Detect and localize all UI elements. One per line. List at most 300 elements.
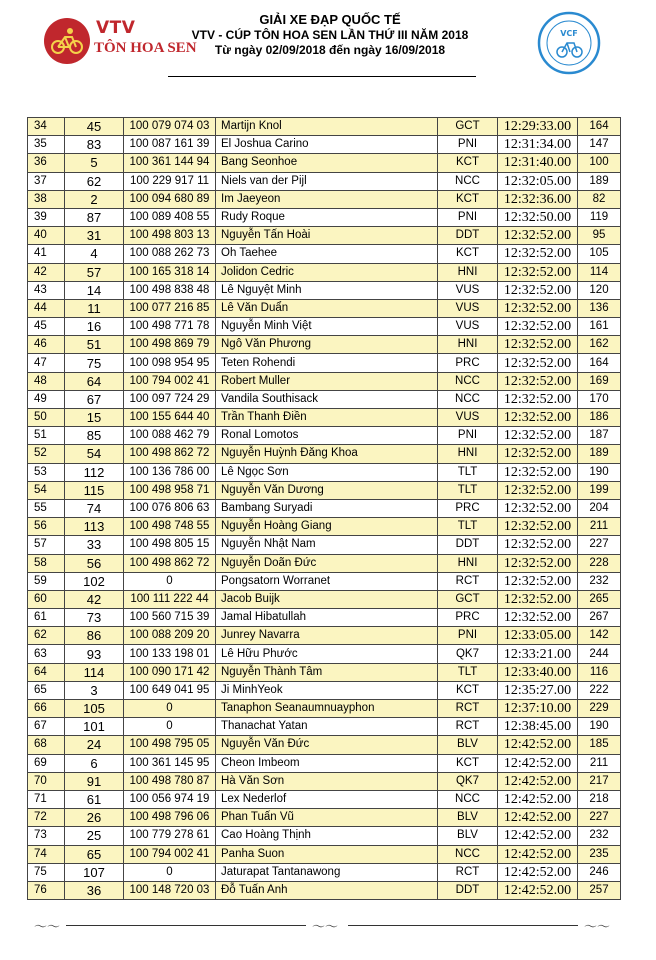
team-code-cell: RCT	[438, 718, 498, 736]
team-code-cell: QK7	[438, 772, 498, 790]
uci-id-cell: 100 498 838 48	[124, 281, 216, 299]
bib-cell: 86	[65, 627, 124, 645]
uci-id-cell: 100 229 917 11	[124, 172, 216, 190]
finish-time-cell: 12:42:52.00	[498, 863, 578, 881]
bib-cell: 62	[65, 172, 124, 190]
rider-name-cell: Tanaphon Seanaumnuayphon	[216, 700, 438, 718]
rider-name-cell: Ronal Lomotos	[216, 427, 438, 445]
uci-id-cell: 100 097 724 29	[124, 390, 216, 408]
sponsor-brand-text: TÔN HOA SEN	[94, 40, 197, 56]
uci-id-cell: 100 155 644 40	[124, 409, 216, 427]
points-cell: 232	[578, 827, 621, 845]
uci-id-cell: 100 498 796 06	[124, 809, 216, 827]
finish-time-cell: 12:32:52.00	[498, 609, 578, 627]
team-code-cell: TLT	[438, 518, 498, 536]
table-row	[28, 118, 621, 136]
team-code-cell: DDT	[438, 536, 498, 554]
team-code-cell: PNI	[438, 627, 498, 645]
points-cell: 105	[578, 245, 621, 263]
uci-id-cell: 100 094 680 89	[124, 190, 216, 208]
uci-id-cell: 100 498 803 13	[124, 227, 216, 245]
vtv-brand-text: VTV	[96, 18, 136, 38]
team-code-cell: DDT	[438, 881, 498, 899]
rank-cell: 72	[28, 809, 65, 827]
rank-cell: 41	[28, 245, 65, 263]
rider-name-cell: Nguyễn Huỳnh Đăng Khoa	[216, 445, 438, 463]
finish-time-cell: 12:42:52.00	[498, 772, 578, 790]
finish-time-cell: 12:29:33.00	[498, 118, 578, 136]
uci-id-cell: 100 165 318 14	[124, 263, 216, 281]
team-code-cell: TLT	[438, 663, 498, 681]
rank-cell: 51	[28, 427, 65, 445]
team-code-cell: GCT	[438, 590, 498, 608]
finish-time-cell: 12:32:52.00	[498, 554, 578, 572]
table-row	[28, 299, 621, 317]
table-row	[28, 663, 621, 681]
points-cell: 190	[578, 718, 621, 736]
team-code-cell: KCT	[438, 190, 498, 208]
squiggle-icon: ～～	[34, 920, 61, 935]
finish-time-cell: 12:32:52.00	[498, 354, 578, 372]
rank-cell: 49	[28, 390, 65, 408]
vcf-logo	[536, 10, 602, 76]
table-row	[28, 754, 621, 772]
points-cell: 95	[578, 227, 621, 245]
table-row	[28, 409, 621, 427]
rank-cell: 39	[28, 208, 65, 226]
rider-name-cell: Cheon Imbeom	[216, 754, 438, 772]
rank-cell: 74	[28, 845, 65, 863]
table-row	[28, 645, 621, 663]
table-row	[28, 609, 621, 627]
bib-cell: 24	[65, 736, 124, 754]
team-code-cell: NCC	[438, 372, 498, 390]
bib-cell: 93	[65, 645, 124, 663]
finish-time-cell: 12:32:52.00	[498, 463, 578, 481]
results-table-container	[27, 117, 620, 900]
document-header	[0, 0, 656, 110]
finish-time-cell: 12:32:52.00	[498, 445, 578, 463]
finish-time-cell: 12:42:52.00	[498, 827, 578, 845]
cyclist-emblem-icon	[44, 18, 90, 64]
results-table	[27, 117, 621, 900]
rider-name-cell: Martijn Knol	[216, 118, 438, 136]
uci-id-cell: 100 133 198 01	[124, 645, 216, 663]
points-cell: 211	[578, 754, 621, 772]
points-cell: 199	[578, 481, 621, 499]
bib-cell: 14	[65, 281, 124, 299]
table-row	[28, 681, 621, 699]
rider-name-cell: Nguyễn Thành Tâm	[216, 663, 438, 681]
rider-name-cell: Ji MinhYeok	[216, 681, 438, 699]
finish-time-cell: 12:42:52.00	[498, 881, 578, 899]
uci-id-cell: 100 136 786 00	[124, 463, 216, 481]
uci-id-cell: 0	[124, 700, 216, 718]
points-cell: 227	[578, 809, 621, 827]
bib-cell: 64	[65, 372, 124, 390]
table-row	[28, 881, 621, 899]
points-cell: 185	[578, 736, 621, 754]
bib-cell: 4	[65, 245, 124, 263]
points-cell: 116	[578, 663, 621, 681]
rank-cell: 53	[28, 463, 65, 481]
bib-cell: 75	[65, 354, 124, 372]
bib-cell: 42	[65, 590, 124, 608]
footer-line	[348, 925, 578, 926]
team-code-cell: HNI	[438, 554, 498, 572]
points-cell: 164	[578, 118, 621, 136]
finish-time-cell: 12:33:21.00	[498, 645, 578, 663]
table-row	[28, 590, 621, 608]
uci-id-cell: 100 077 216 85	[124, 299, 216, 317]
team-code-cell: VUS	[438, 409, 498, 427]
bib-cell: 83	[65, 136, 124, 154]
team-code-cell: RCT	[438, 863, 498, 881]
rank-cell: 57	[28, 536, 65, 554]
rider-name-cell: Hà Văn Sơn	[216, 772, 438, 790]
team-code-cell: DDT	[438, 227, 498, 245]
rider-name-cell: Lê Hữu Phước	[216, 645, 438, 663]
uci-id-cell: 100 087 161 39	[124, 136, 216, 154]
bib-cell: 85	[65, 427, 124, 445]
rank-cell: 62	[28, 627, 65, 645]
rank-cell: 63	[28, 645, 65, 663]
rank-cell: 76	[28, 881, 65, 899]
team-code-cell: KCT	[438, 754, 498, 772]
team-code-cell: NCC	[438, 845, 498, 863]
rider-name-cell: Jaturapat Tantanawong	[216, 863, 438, 881]
finish-time-cell: 12:32:52.00	[498, 245, 578, 263]
table-row	[28, 736, 621, 754]
finish-time-cell: 12:35:27.00	[498, 681, 578, 699]
team-code-cell: HNI	[438, 263, 498, 281]
bib-cell: 67	[65, 390, 124, 408]
finish-time-cell: 12:32:50.00	[498, 208, 578, 226]
table-row	[28, 827, 621, 845]
table-row	[28, 700, 621, 718]
rank-cell: 35	[28, 136, 65, 154]
rider-name-cell: Cao Hoàng Thịnh	[216, 827, 438, 845]
rider-name-cell: Thanachat Yatan	[216, 718, 438, 736]
table-row	[28, 372, 621, 390]
team-code-cell: NCC	[438, 390, 498, 408]
rank-cell: 58	[28, 554, 65, 572]
bib-cell: 51	[65, 336, 124, 354]
rider-name-cell: Nguyễn Hoàng Giang	[216, 518, 438, 536]
title-line-1: GIẢI XE ĐẠP QUỐC TẾ	[259, 12, 401, 27]
bib-cell: 26	[65, 809, 124, 827]
uci-id-cell: 100 498 862 72	[124, 445, 216, 463]
bib-cell: 57	[65, 263, 124, 281]
finish-time-cell: 12:32:52.00	[498, 572, 578, 590]
table-row	[28, 518, 621, 536]
team-code-cell: NCC	[438, 790, 498, 808]
bib-cell: 56	[65, 554, 124, 572]
rank-cell: 65	[28, 681, 65, 699]
points-cell: 227	[578, 536, 621, 554]
bib-cell: 31	[65, 227, 124, 245]
rider-name-cell: Ngô Văn Phương	[216, 336, 438, 354]
uci-id-cell: 100 794 002 41	[124, 372, 216, 390]
rider-name-cell: Phan Tuấn Vũ	[216, 809, 438, 827]
points-cell: 119	[578, 208, 621, 226]
uci-id-cell: 100 088 209 20	[124, 627, 216, 645]
points-cell: 100	[578, 154, 621, 172]
vtv-ton-hoa-sen-logo	[44, 14, 197, 76]
uci-id-cell: 100 498 748 55	[124, 518, 216, 536]
team-code-cell: BLV	[438, 736, 498, 754]
team-code-cell: QK7	[438, 645, 498, 663]
rank-cell: 61	[28, 609, 65, 627]
bib-cell: 16	[65, 318, 124, 336]
team-code-cell: PRC	[438, 499, 498, 517]
points-cell: 120	[578, 281, 621, 299]
table-row	[28, 772, 621, 790]
table-row	[28, 790, 621, 808]
points-cell: 142	[578, 627, 621, 645]
finish-time-cell: 12:38:45.00	[498, 718, 578, 736]
rank-cell: 52	[28, 445, 65, 463]
bib-cell: 33	[65, 536, 124, 554]
finish-time-cell: 12:42:52.00	[498, 790, 578, 808]
rank-cell: 68	[28, 736, 65, 754]
bib-cell: 113	[65, 518, 124, 536]
bib-cell: 107	[65, 863, 124, 881]
bib-cell: 25	[65, 827, 124, 845]
rank-cell: 73	[28, 827, 65, 845]
bib-cell: 5	[65, 154, 124, 172]
table-row	[28, 627, 621, 645]
rider-name-cell: Lê Văn Duẩn	[216, 299, 438, 317]
bib-cell: 73	[65, 609, 124, 627]
title-line-2: VTV - CÚP TÔN HOA SEN LẦN THỨ III NĂM 2018	[191, 28, 469, 42]
footer-decoration	[30, 914, 630, 938]
title-underline	[168, 76, 476, 77]
rank-cell: 75	[28, 863, 65, 881]
rider-name-cell: Im Jaeyeon	[216, 190, 438, 208]
finish-time-cell: 12:42:52.00	[498, 754, 578, 772]
finish-time-cell: 12:32:05.00	[498, 172, 578, 190]
table-row	[28, 354, 621, 372]
rank-cell: 54	[28, 481, 65, 499]
rank-cell: 45	[28, 318, 65, 336]
rank-cell: 59	[28, 572, 65, 590]
rank-cell: 44	[28, 299, 65, 317]
rank-cell: 37	[28, 172, 65, 190]
rider-name-cell: Junrey Navarra	[216, 627, 438, 645]
finish-time-cell: 12:32:52.00	[498, 427, 578, 445]
finish-time-cell: 12:33:40.00	[498, 663, 578, 681]
points-cell: 170	[578, 390, 621, 408]
table-row	[28, 208, 621, 226]
rank-cell: 60	[28, 590, 65, 608]
bib-cell: 114	[65, 663, 124, 681]
rider-name-cell: Pongsatorn Worranet	[216, 572, 438, 590]
uci-id-cell: 100 560 715 39	[124, 609, 216, 627]
table-row	[28, 481, 621, 499]
points-cell: 211	[578, 518, 621, 536]
bib-cell: 91	[65, 772, 124, 790]
uci-id-cell: 100 111 222 44	[124, 590, 216, 608]
table-row	[28, 263, 621, 281]
bib-cell: 2	[65, 190, 124, 208]
bib-cell: 36	[65, 881, 124, 899]
finish-time-cell: 12:42:52.00	[498, 809, 578, 827]
rider-name-cell: Lê Ngọc Sơn	[216, 463, 438, 481]
uci-id-cell: 100 498 795 05	[124, 736, 216, 754]
rider-name-cell: Panha Suon	[216, 845, 438, 863]
points-cell: 147	[578, 136, 621, 154]
uci-id-cell: 100 098 954 95	[124, 354, 216, 372]
bib-cell: 6	[65, 754, 124, 772]
finish-time-cell: 12:32:52.00	[498, 318, 578, 336]
team-code-cell: HNI	[438, 445, 498, 463]
team-code-cell: VUS	[438, 299, 498, 317]
team-code-cell: KCT	[438, 245, 498, 263]
uci-id-cell: 100 089 408 55	[124, 208, 216, 226]
uci-id-cell: 100 088 262 73	[124, 245, 216, 263]
uci-id-cell: 100 148 720 03	[124, 881, 216, 899]
rider-name-cell: Jacob Buijk	[216, 590, 438, 608]
points-cell: 204	[578, 499, 621, 517]
rank-cell: 70	[28, 772, 65, 790]
bib-cell: 11	[65, 299, 124, 317]
rank-cell: 43	[28, 281, 65, 299]
finish-time-cell: 12:37:10.00	[498, 700, 578, 718]
team-code-cell: GCT	[438, 118, 498, 136]
points-cell: 136	[578, 299, 621, 317]
team-code-cell: PNI	[438, 208, 498, 226]
finish-time-cell: 12:42:52.00	[498, 845, 578, 863]
finish-time-cell: 12:32:52.00	[498, 299, 578, 317]
uci-id-cell: 100 498 958 71	[124, 481, 216, 499]
finish-time-cell: 12:31:40.00	[498, 154, 578, 172]
finish-time-cell: 12:32:52.00	[498, 263, 578, 281]
table-row	[28, 445, 621, 463]
uci-id-cell: 100 498 805 15	[124, 536, 216, 554]
team-code-cell: VUS	[438, 318, 498, 336]
title-line-3: Từ ngày 02/09/2018 đến ngày 16/09/2018	[214, 43, 446, 57]
rider-name-cell: El Joshua Carino	[216, 136, 438, 154]
finish-time-cell: 12:32:52.00	[498, 481, 578, 499]
points-cell: 235	[578, 845, 621, 863]
team-code-cell: BLV	[438, 827, 498, 845]
uci-id-cell: 100 498 780 87	[124, 772, 216, 790]
bib-cell: 3	[65, 681, 124, 699]
points-cell: 190	[578, 463, 621, 481]
finish-time-cell: 12:32:52.00	[498, 336, 578, 354]
finish-time-cell: 12:32:52.00	[498, 518, 578, 536]
rider-name-cell: Teten Rohendi	[216, 354, 438, 372]
points-cell: 161	[578, 318, 621, 336]
uci-id-cell: 100 498 862 72	[124, 554, 216, 572]
finish-time-cell: 12:32:52.00	[498, 536, 578, 554]
bib-cell: 15	[65, 409, 124, 427]
rank-cell: 71	[28, 790, 65, 808]
squiggle-icon: ～～	[312, 920, 339, 935]
team-code-cell: HNI	[438, 336, 498, 354]
title-block	[180, 12, 480, 58]
finish-time-cell: 12:32:52.00	[498, 499, 578, 517]
rank-cell: 36	[28, 154, 65, 172]
rider-name-cell: Nguyễn Văn Đức	[216, 736, 438, 754]
rank-cell: 48	[28, 372, 65, 390]
rank-cell: 50	[28, 409, 65, 427]
rider-name-cell: Bambang Suryadi	[216, 499, 438, 517]
rider-name-cell: Rudy Roque	[216, 208, 438, 226]
uci-id-cell: 100 090 171 42	[124, 663, 216, 681]
team-code-cell: KCT	[438, 681, 498, 699]
rider-name-cell: Niels van der Pijl	[216, 172, 438, 190]
table-row	[28, 227, 621, 245]
rank-cell: 67	[28, 718, 65, 736]
points-cell: 187	[578, 427, 621, 445]
rank-cell: 64	[28, 663, 65, 681]
points-cell: 232	[578, 572, 621, 590]
bib-cell: 61	[65, 790, 124, 808]
finish-time-cell: 12:32:52.00	[498, 390, 578, 408]
points-cell: 218	[578, 790, 621, 808]
table-row	[28, 190, 621, 208]
rank-cell: 46	[28, 336, 65, 354]
rank-cell: 69	[28, 754, 65, 772]
table-row	[28, 463, 621, 481]
footer-line	[66, 925, 306, 926]
table-row	[28, 499, 621, 517]
uci-id-cell: 100 498 869 79	[124, 336, 216, 354]
finish-time-cell: 12:32:52.00	[498, 590, 578, 608]
bib-cell: 87	[65, 208, 124, 226]
points-cell: 246	[578, 863, 621, 881]
table-row	[28, 154, 621, 172]
bib-cell: 65	[65, 845, 124, 863]
uci-id-cell: 100 079 074 03	[124, 118, 216, 136]
rider-name-cell: Nguyễn Nhật Nam	[216, 536, 438, 554]
finish-time-cell: 12:32:52.00	[498, 227, 578, 245]
rank-cell: 40	[28, 227, 65, 245]
points-cell: 228	[578, 554, 621, 572]
uci-id-cell: 100 361 144 94	[124, 154, 216, 172]
points-cell: 257	[578, 881, 621, 899]
rank-cell: 38	[28, 190, 65, 208]
points-cell: 114	[578, 263, 621, 281]
team-code-cell: KCT	[438, 154, 498, 172]
bib-cell: 101	[65, 718, 124, 736]
table-row	[28, 554, 621, 572]
finish-time-cell: 12:32:36.00	[498, 190, 578, 208]
table-row	[28, 809, 621, 827]
finish-time-cell: 12:33:05.00	[498, 627, 578, 645]
rider-name-cell: Nguyễn Văn Dương	[216, 481, 438, 499]
uci-id-cell: 100 361 145 95	[124, 754, 216, 772]
uci-id-cell: 0	[124, 863, 216, 881]
table-row	[28, 845, 621, 863]
table-row	[28, 136, 621, 154]
points-cell: 217	[578, 772, 621, 790]
rank-cell: 66	[28, 700, 65, 718]
rank-cell: 47	[28, 354, 65, 372]
points-cell: 186	[578, 409, 621, 427]
bib-cell: 45	[65, 118, 124, 136]
table-row	[28, 536, 621, 554]
points-cell: 162	[578, 336, 621, 354]
uci-id-cell: 100 649 041 95	[124, 681, 216, 699]
team-code-cell: NCC	[438, 172, 498, 190]
table-row	[28, 318, 621, 336]
uci-id-cell: 100 076 806 63	[124, 499, 216, 517]
uci-id-cell: 100 779 278 61	[124, 827, 216, 845]
table-row	[28, 281, 621, 299]
